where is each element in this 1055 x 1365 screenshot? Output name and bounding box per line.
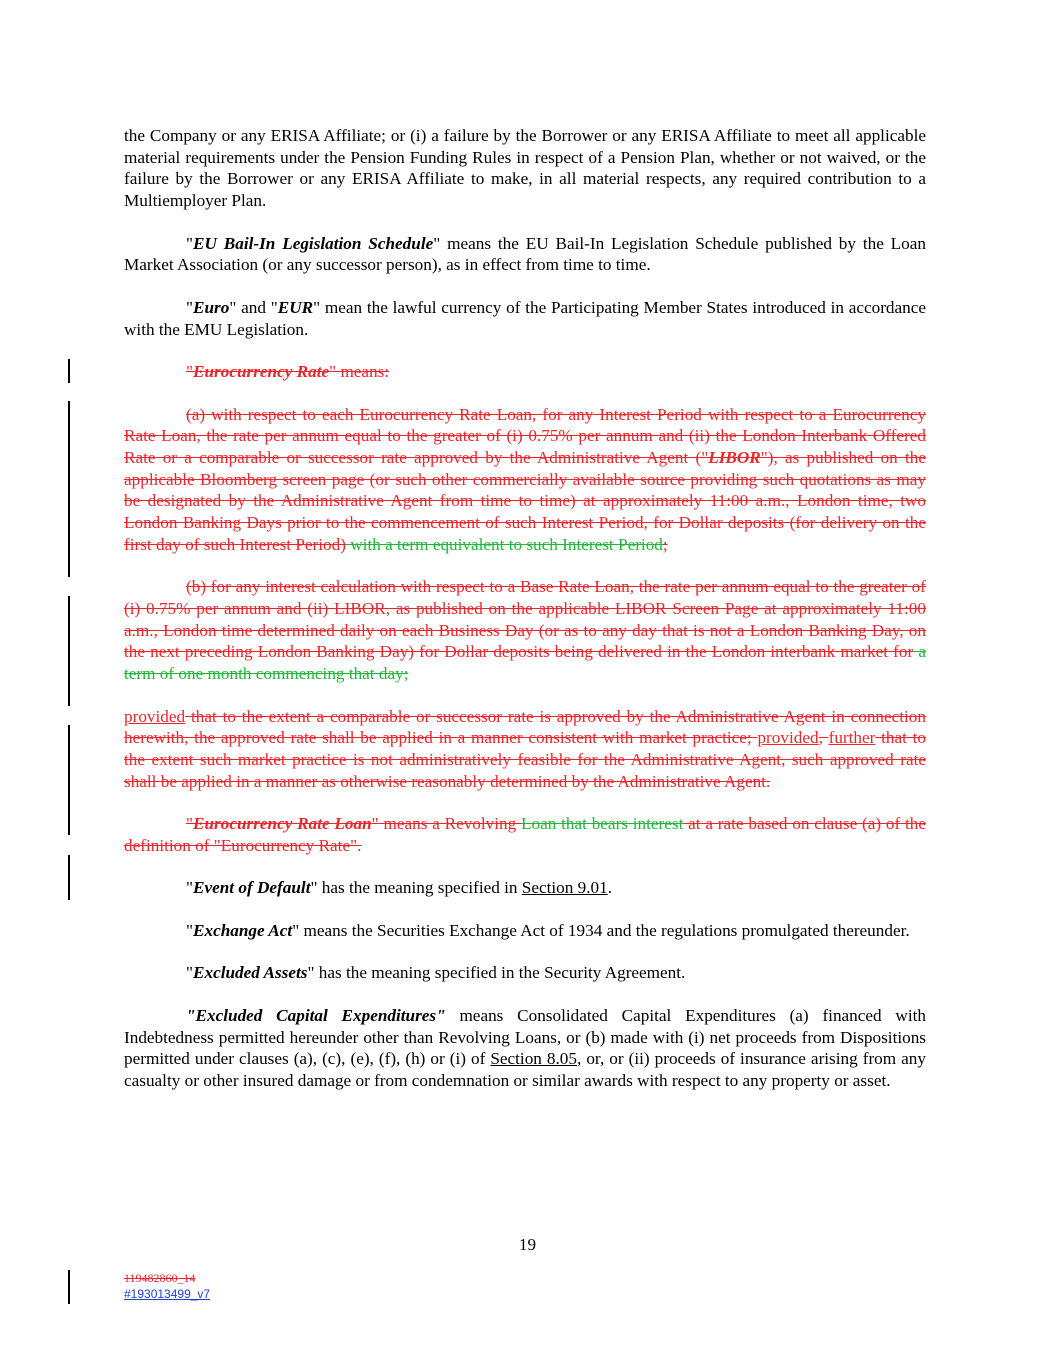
- deleted-text: provided: [757, 728, 819, 748]
- page-number: 19: [518, 1235, 537, 1254]
- deleted-text: means a Revolving: [378, 814, 522, 834]
- document-footer: [124, 1270, 210, 1302]
- deleted-text: (b) for any interest calculation with respect to a Base Rate Loan, the rate per annum equal to the greater of (i) 0.75% per annum and (ii) LIBOR, as published on the applicable LIBOR Screen Page at approximately 11:00 a.m., London time determined daily on each Business Day (or as to any day that is not a London Banking Day, on the next preceding London Banking Day) for Dollar deposits being delivered in the London interbank market for: [124, 577, 926, 662]
- section-reference: Section 8.05: [490, 1049, 577, 1069]
- deleted-text: means:: [336, 362, 390, 382]
- change-bar: [68, 725, 70, 835]
- definition-text: means Consolidated Capital Expenditures (a) financed with Indebtedness permitted hereunder other than Revolving Loans, or (b) made with (i) net proceeds from Dispositions permitted under clauses (a), (c), (e), (f), (h) or (i) of: [124, 1005, 926, 1069]
- section-reference: Section 9.01: [521, 878, 608, 898]
- new-document-id: #193013499_v7: [124, 1287, 211, 1301]
- deleted-text: ,: [818, 728, 829, 748]
- definition-text: means the Securities Exchange Act of 1934 and the regulations promulgated thereunder.: [299, 920, 910, 940]
- definition-text: .: [607, 878, 613, 898]
- paragraph-text: the Company or any ERISA Affiliate; or (i) a failure by the Borrower or any ERISA Affiliate to meet all applicable material requirements under the Pension Funding Rules in respect of a Pension Plan, whether or not waived, or the failure by the Borrower or any ERISA Affiliate to make, in all material respects, any required contribution to a Multiemployer Plan.: [124, 126, 926, 211]
- deleted-text: at a rate based on clause (a) of the definition of "Eurocurrency Rate".: [124, 814, 926, 855]
- definition-euro: "Euro" and "EUR" mean the lawful currency of the Participating Member States introduced in accordance with the EMU Legislation.: [124, 297, 926, 339]
- defined-term: EU Bail-In Legislation Schedule: [193, 233, 434, 253]
- deleted-text: that to the extent such market practice is not administratively feasible for the Administrative Agent, such approved rate shall be applied in a manner as otherwise reasonably determined by the Administrative Agent.: [124, 728, 926, 791]
- definition-text: and: [236, 297, 271, 317]
- defined-term: "Excluded Capital Expenditures": [186, 1005, 446, 1025]
- defined-term: Eurocurrency Rate Loan: [193, 814, 372, 834]
- deleted-text: ;: [662, 534, 668, 554]
- definition-text: , or, or (ii) proceeds of insurance arising from any casualty or other insured damage or from condemnation or similar awards with respect to any property or asset.: [124, 1049, 926, 1090]
- defined-term: Excluded Assets: [193, 963, 308, 983]
- deleted-text: (a) with respect to each Eurocurrency Rate Loan, for any Interest Period with respect to a Eurocurrency Rate Loan, the rate per annum equal to the greater of (i) 0.75% per annum and (ii) the London Interbank Offered Rate or a comparable or successor rate approved by the Administrative Agent (": [124, 404, 926, 467]
- clause-a-deleted: [124, 404, 926, 556]
- change-bar: [68, 596, 70, 706]
- defined-term: Exchange Act: [193, 920, 293, 940]
- deleted-text: "), as published on the applicable Bloomberg screen page (or such other commercially available source providing such quotations as may be designated by the Administrative Agent from time to time) at approximately 11:00 a.m., London time, two London Banking Days prior to the commencement of such Interest Period, for Dollar deposits (for delivery on the first day of such Interest Period): [124, 447, 926, 554]
- definition-eu-bail-in-schedule: "EU Bail-In Legislation Schedule" means the EU Bail-In Legislation Schedule published by the Loan Market Association (or any successor person), as in effect from time to time.: [124, 233, 926, 275]
- definition-excluded-capital-expenditures: [124, 1005, 926, 1092]
- definition-text: has the meaning specified in the Security Agreement.: [314, 963, 686, 983]
- defined-term: Event of Default: [193, 878, 311, 898]
- defined-term: Eurocurrency Rate: [193, 362, 330, 382]
- defined-term: EUR: [277, 297, 314, 317]
- deleted-text: further: [828, 728, 876, 748]
- definition-text: means the EU Bail-In Legislation Schedule published by the Loan Market Association (or any successor person), as in effect from time to time.: [124, 233, 926, 275]
- defined-term: Euro: [193, 297, 230, 317]
- definition-eurocurrency-rate-loan-deleted: "Eurocurrency Rate Loan" means a Revolving Loan that bears interest at a rate based on clause (a) of the definition of "Eurocurrency Rate".: [124, 814, 926, 855]
- definition-event-of-default: "Event of Default" has the meaning specified in Section 9.01.: [186, 878, 613, 898]
- document-body: [124, 125, 926, 1112]
- definition-excluded-assets: "Excluded Assets" has the meaning specified in the Security Agreement.: [186, 963, 686, 983]
- change-bar: [68, 401, 70, 577]
- old-document-id: 119482860_14: [124, 1271, 196, 1285]
- inserted-deleted-text: with a term equivalent to such Interest Period: [345, 534, 663, 554]
- clause-b-deleted: [124, 576, 926, 685]
- inserted-deleted-text: a term of one month commencing that day;: [124, 642, 926, 684]
- paragraph-erisa-continuation: [124, 125, 926, 212]
- definition-text: mean the lawful currency of the Participating Member States introduced in accordance with the EMU Legislation.: [124, 297, 926, 339]
- deleted-text: provided: [124, 706, 186, 726]
- proviso-deleted: [124, 706, 926, 793]
- change-bar: [68, 855, 70, 900]
- deleted-text: that to the extent a comparable or successor rate is approved by the Administrative Agent in connection herewith, the approved rate shall be applied in a manner consistent with market practice;: [124, 706, 926, 748]
- change-bar: [68, 1270, 70, 1304]
- definition-exchange-act: "Exchange Act" means the Securities Exchange Act of 1934 and the regulations promulgated thereunder.: [186, 920, 910, 940]
- deleted-term: LIBOR: [708, 447, 761, 467]
- change-bar: [68, 359, 70, 383]
- definition-text: has the meaning specified in: [317, 878, 522, 898]
- definition-eurocurrency-rate-deleted: "Eurocurrency Rate" means:: [186, 362, 390, 382]
- inserted-deleted-text: Loan that bears interest: [521, 814, 684, 834]
